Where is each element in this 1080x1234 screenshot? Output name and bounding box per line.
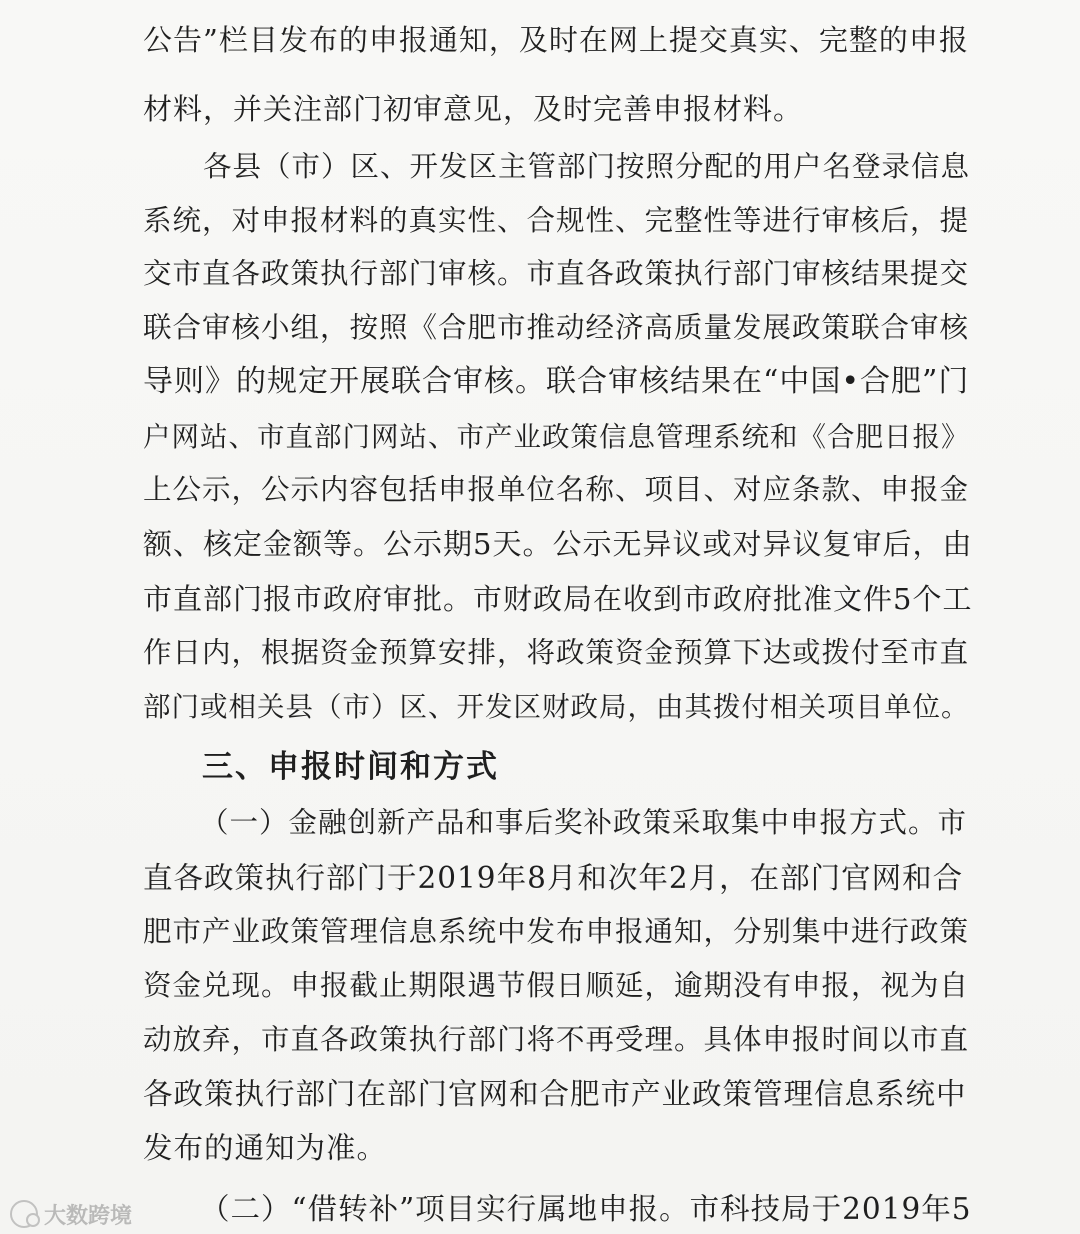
document-line-18: 资金兑现。申报截止期限遇节假日顺延，逾期没有申报，视为自	[143, 969, 970, 1002]
document-line-3: 各县（市）区、开发区主管部门按照分配的用户名登录信息	[203, 150, 971, 183]
document-line-1: 公告”栏目发布的申报通知，及时在网上提交真实、完整的申报	[143, 23, 969, 57]
document-line-4: 系统，对申报材料的真实性、合规性、完整性等进行审核后，提	[143, 204, 970, 237]
watermark	[10, 1196, 132, 1232]
document-line-12: 作日内，根据资金预算安排，将政策资金预算下达或拨付至市直	[143, 636, 970, 669]
document-line-13: 部门或相关县（市）区、开发区财政局，由其拨付相关项目单位。	[143, 691, 970, 723]
document-line-22: （二）“借转补”项目实行属地申报。市科技局于2019年5	[200, 1192, 972, 1226]
document-line-5: 交市直各政策执行部门审核。市直各政策执行部门审核结果提交	[143, 257, 970, 290]
document-line-17: 肥市产业政策管理信息系统中发布申报通知，分别集中进行政策	[143, 915, 970, 948]
document-line-11: 市直部门报市政府审批。市财政局在收到市政府批准文件5个工	[143, 582, 973, 616]
document-line-10: 额、核定金额等。公示期5天。公示无异议或对异议复审后，由	[143, 527, 973, 561]
brand-logo-icon	[10, 1200, 38, 1228]
document-line-8: 户网站、市直部门网站、市产业政策信息管理系统和《合肥日报》	[143, 421, 970, 453]
document-line-15: （一）金融创新产品和事后奖补政策采取集中申报方式。市	[200, 806, 968, 839]
document-line-2: 材料，并关注部门初审意见，及时完善申报材料。	[143, 92, 804, 126]
document-line-19: 动放弃，市直各政策执行部门将不再受理。具体申报时间以市直	[143, 1023, 970, 1056]
document-line-20: 各政策执行部门在部门官网和合肥市产业政策管理信息系统中	[143, 1077, 967, 1111]
document-line-7: 导则》的规定开展联合审核。联合审核结果在“中国•合肥”门	[143, 364, 970, 399]
document-line-21: 发布的通知为准。	[143, 1131, 388, 1165]
watermark-text: 大数跨境	[44, 1203, 133, 1229]
document-line-9: 上公示，公示内容包括申报单位名称、项目、对应条款、申报金	[143, 473, 970, 506]
document-line-6: 联合审核小组，按照《合肥市推动经济高质量发展政策联合审核	[143, 311, 970, 344]
document-line-16: 直各政策执行部门于2019年8月和次年2月，在部门官网和合	[143, 861, 964, 895]
section-heading: 三、申报时间和方式	[202, 749, 499, 785]
